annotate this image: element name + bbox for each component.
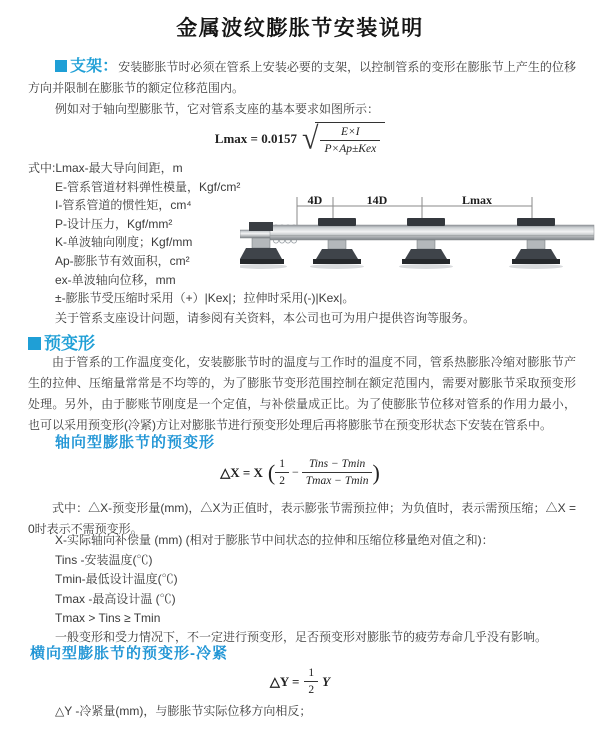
lateral-section-heading: 横向型膨胀节的预变形-冷紧 [30, 645, 228, 662]
section-bullet-icon [28, 337, 41, 350]
pipe-clamp [318, 218, 555, 226]
half-denominator: 2 [308, 684, 315, 697]
support-paragraph [28, 56, 576, 99]
lateral-formula-note: △Y -冷紧量(mm)，与膨胀节实际位移方向相反； [55, 704, 312, 718]
open-paren: ( [267, 459, 276, 485]
axial-formula-note: 式中：△X-预变形量(mm)，△X为正值时，表示膨张节需预拉伸；为负值时，表示需预压缩；△X = 0时表示不需预变形。 [28, 501, 576, 536]
axial-formula-lhs: △X = X [220, 464, 263, 480]
pipe-support-diagram [240, 194, 596, 288]
support-intro-text: 安装膨胀节时必须在管系上安装必要的支架，以控制管系的变形在膨胀节上产生的位移方向并限制在膨胀节的额定位移范围内。 [28, 60, 576, 95]
variable-line: 式中:Lmax-最大导向间距，m [28, 161, 183, 175]
minus-operator: − [291, 465, 299, 480]
pipe-support [509, 240, 563, 269]
definition-line: Tmin-最低设计温度(℃) [55, 572, 178, 586]
definition-line: Tins -安装温度(℃) [55, 552, 153, 567]
temperature-numerator: Tins − Tmin [302, 457, 373, 473]
anchor-cap [249, 222, 273, 231]
variable-line: K-单波轴向刚度；Kgf/mm [55, 235, 193, 250]
half-numerator: 1 [304, 666, 318, 682]
variable-line: ex-单波轴向位移，mm [55, 272, 176, 287]
pipe-support [310, 240, 364, 269]
consult-note: 关于管系支座设计问题，请参阅有关资料，本公司也可为用户提供咨询等服务。 [55, 311, 476, 325]
variable-line: I-管系管道的惯性矩，cm⁴ [55, 198, 192, 213]
half-fraction [275, 457, 289, 489]
lmax-fraction-denominator: P×Ap±Kex [324, 143, 377, 156]
diagram-label-14d: 14D [366, 194, 388, 207]
lateral-formula-lhs: △Y = [269, 673, 300, 689]
page-title: 金属波纹膨胀节安装说明 [176, 17, 424, 40]
temperature-denominator: Tmax − Tmin [305, 475, 369, 488]
radical-sign: √ [301, 121, 319, 157]
diagram-label-lmax: Lmax [462, 194, 492, 207]
axial-definition-list [55, 531, 494, 629]
lmax-formula-lhs: Lmax = 0.0157 [214, 131, 297, 147]
axial-section-heading: 轴向型膨胀节的预变形 [55, 434, 216, 451]
variable-line: P-设计压力，Kgf/mm² [55, 216, 173, 231]
diagram-label-4d: 4D [307, 194, 323, 207]
lmax-fraction [320, 125, 380, 157]
support-section-heading: 支架： [70, 58, 119, 75]
half-numerator: 1 [275, 457, 289, 473]
plusminus-note: ±-膨胀节受压缩时采用（+）|Kex|；拉伸时采用(-)|Kex|。 [55, 291, 355, 305]
variable-line: E-管系管道材料弹性模量，Kgf/cm² [55, 179, 241, 194]
predeform-paragraph: 由于管系的工作温度变化，安装膨胀节时的温度与工作时的温度不同，管系热膨胀冷缩对膨胀节产生的拉伸、压缩量常常是不均等的，为了膨胀节变形范围控制在额定范围内，需要对膨胀节采取预变形处理。另外，由于膨账节刚度是一个定值，与补偿量成正比。为了使膨胀节位移对管系的作用力最小，也可以采用预变形(冷紧)方让对膨胀节进行预变形处理后再将膨胀节在预变形状态下安装在管系中。 [28, 355, 576, 432]
axial-formula [0, 457, 600, 489]
predeform-heading-text: 预变形 [44, 334, 95, 353]
variable-list [28, 159, 240, 289]
pipe [270, 225, 594, 240]
stub-pipe [240, 230, 271, 238]
variable-line: Ap-膨胀节有效面积，cm² [55, 253, 190, 268]
lmax-fraction-numerator: E×I [320, 125, 380, 141]
section-bullet-icon [55, 60, 67, 72]
half-fraction [304, 666, 318, 698]
temperature-fraction [302, 457, 373, 489]
axial-general-note: 一般变形和受力情况下，不一定进行预变形，足否预变形对膨胀节的疲劳寿命几乎没有影响。 [55, 630, 548, 644]
lateral-formula [0, 666, 600, 698]
pipe-support [399, 240, 453, 269]
definition-line: Tmax > Tins ≥ Tmin [55, 611, 161, 625]
predeform-section-heading [28, 329, 95, 354]
half-denominator: 2 [279, 475, 285, 488]
support-example-line: 例如对于轴向型膨胀节，它对管系支座的基本要求如图所示： [55, 102, 380, 116]
lmax-formula [0, 122, 600, 157]
lateral-formula-rhs: Y [322, 673, 331, 689]
lmax-radicand [315, 122, 385, 157]
definition-line: X-实际轴向补偿量 (mm) (相对于膨胀节中间状态的拉伸和压缩位移量绝对值之和)： [55, 533, 494, 547]
definition-line: Tmax -最高设计温 (℃) [55, 591, 176, 606]
close-paren: ) [372, 459, 380, 485]
